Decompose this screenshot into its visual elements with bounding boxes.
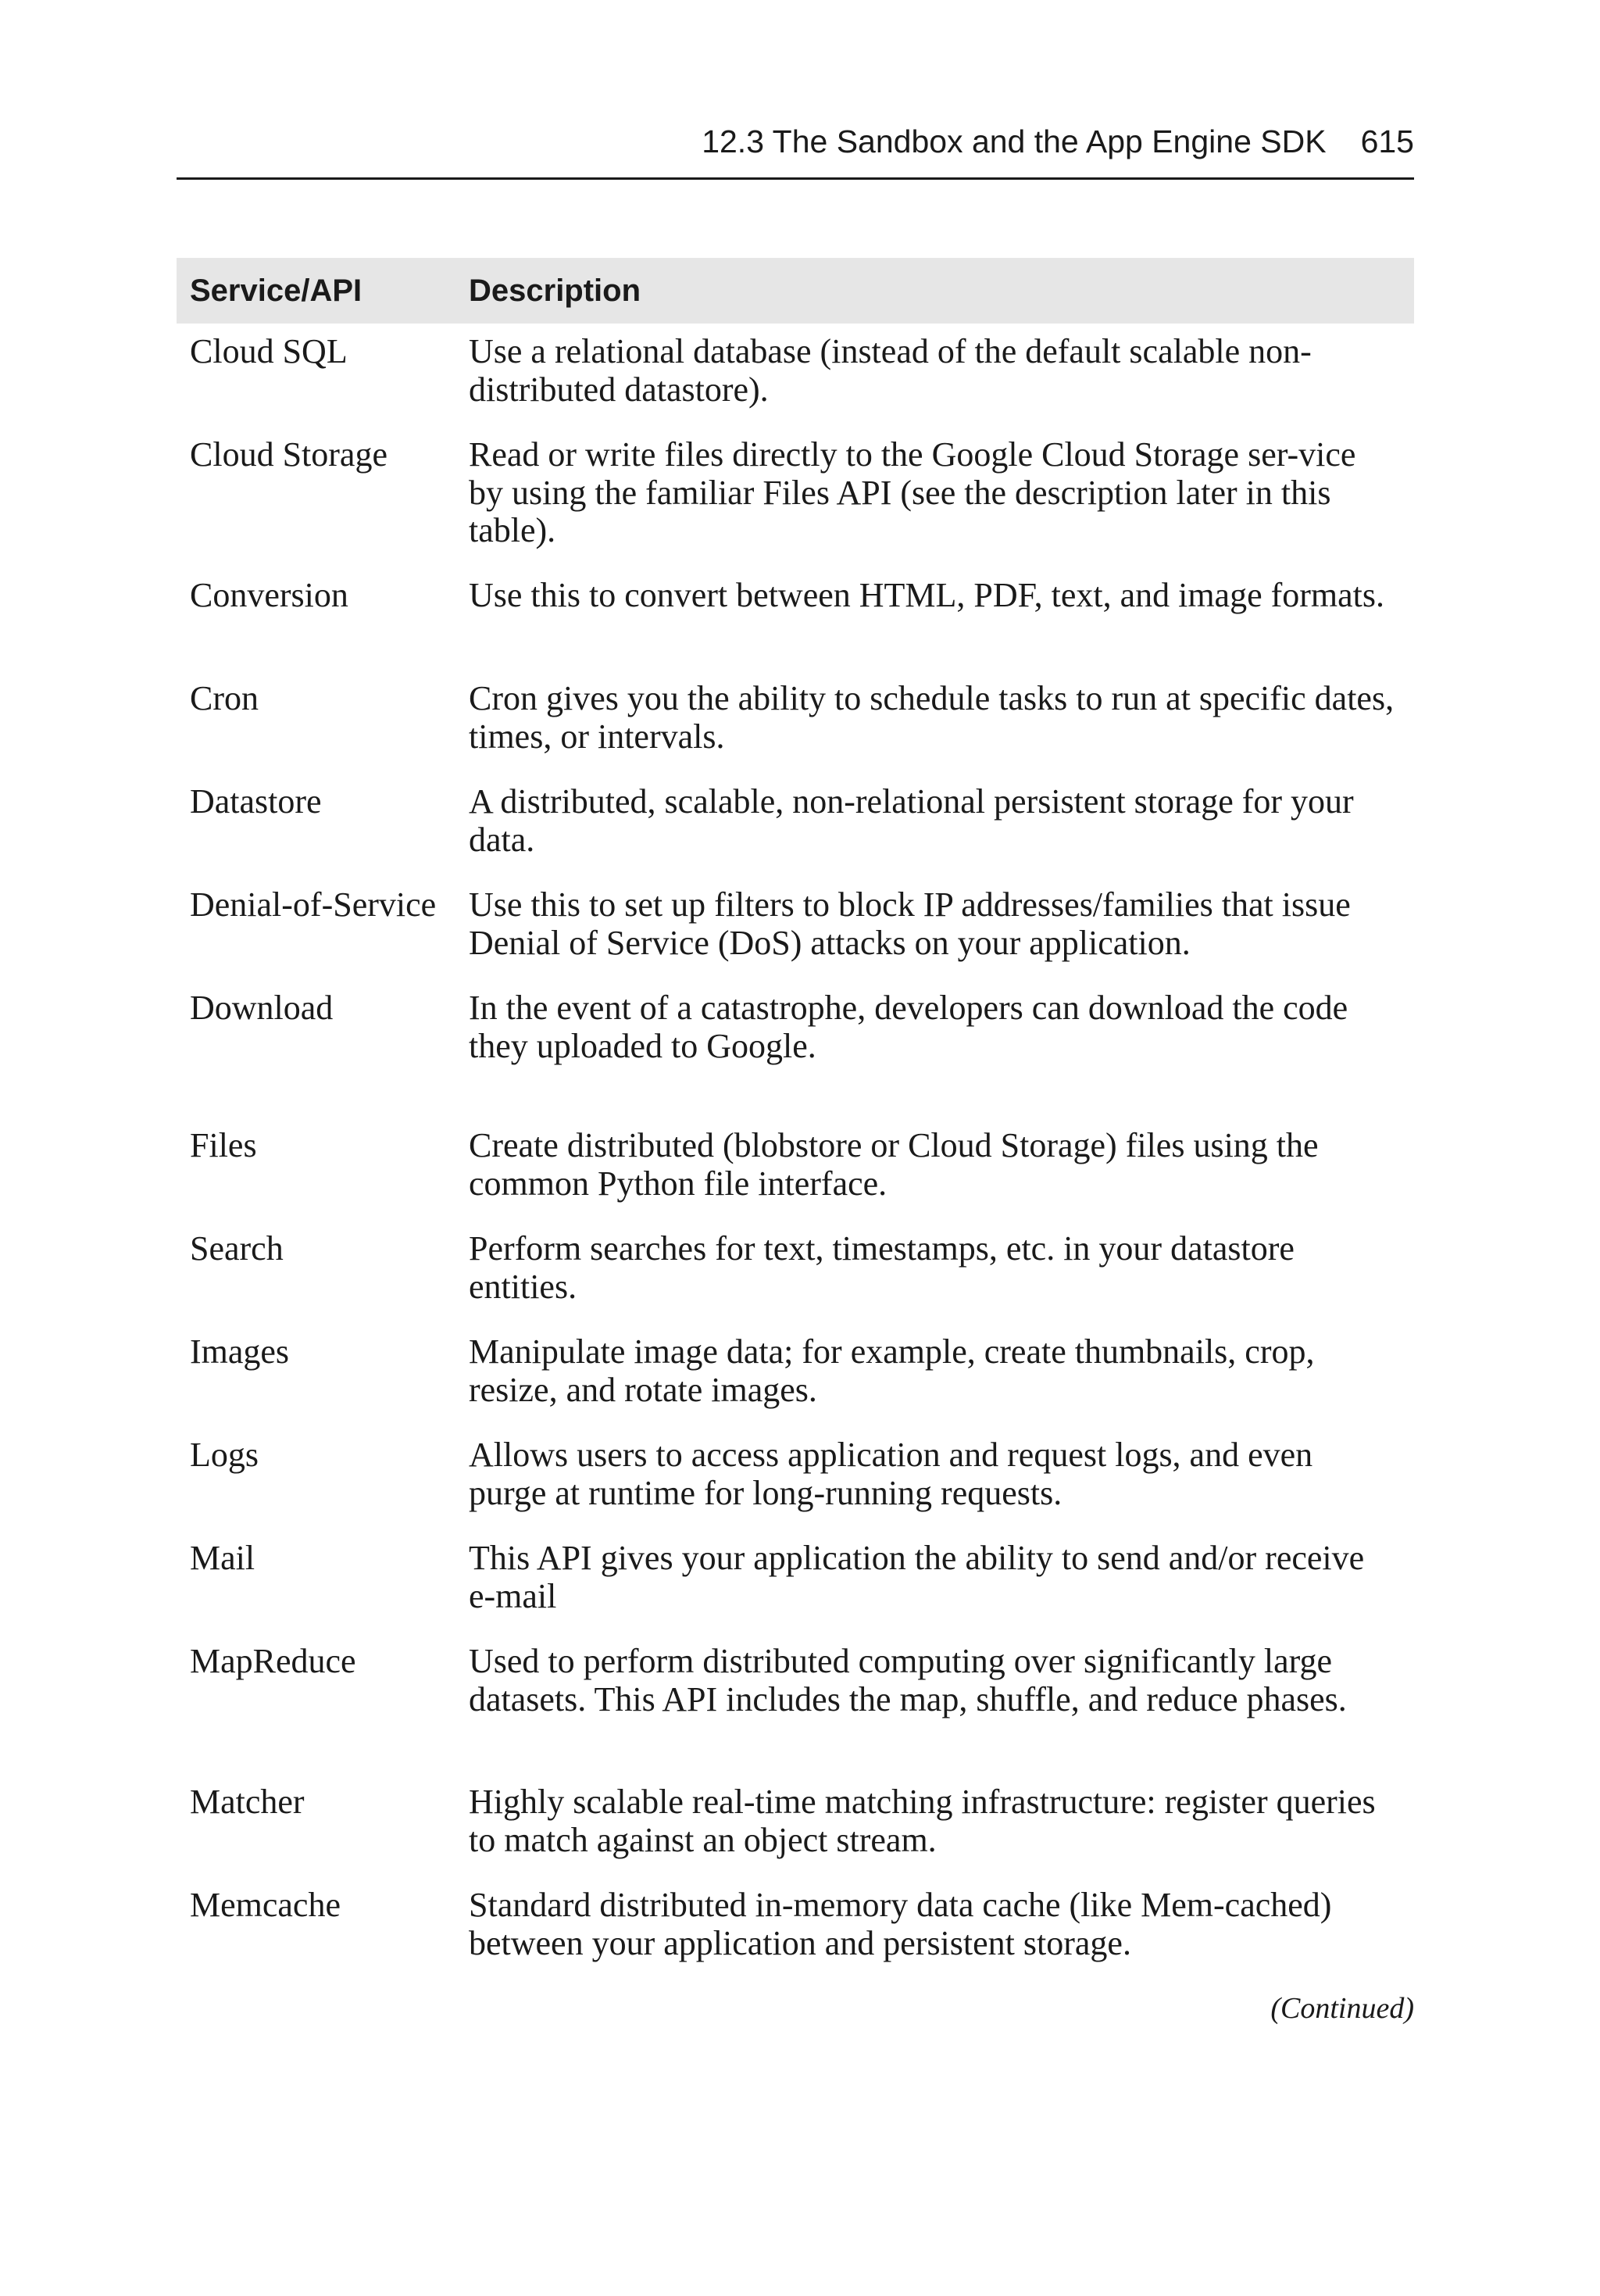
table-row bbox=[177, 1436, 1414, 1512]
service-name: MapReduce bbox=[190, 1642, 356, 1680]
service-name: Memcache bbox=[190, 1886, 341, 1924]
table-row bbox=[177, 680, 1414, 756]
service-description: Use this to convert between HTML, PDF, text, and image formats. bbox=[469, 576, 1385, 614]
service-description: Perform searches for text, timestamps, etc. in your datastore entities. bbox=[469, 1229, 1295, 1306]
table-row bbox=[177, 1783, 1414, 1859]
table-row bbox=[177, 1643, 1414, 1718]
continued-note: (Continued) bbox=[1270, 1992, 1414, 2025]
service-description: Highly scalable real-time matching infrastructure: register queries to match against an object stream. bbox=[469, 1783, 1376, 1859]
service-description: Standard distributed in-memory data cache (like Mem-cached) between your application and persistent storage. bbox=[469, 1886, 1332, 1962]
table-row bbox=[177, 783, 1414, 859]
service-description: Create distributed (blobstore or Cloud Storage) files using the common Python file interface. bbox=[469, 1126, 1319, 1203]
service-description: Use this to set up filters to block IP addresses/families that issue Denial of Service (DoS) attacks on your application. bbox=[469, 885, 1351, 962]
table-row bbox=[177, 577, 1414, 615]
service-name: Matcher bbox=[190, 1783, 305, 1821]
service-name: Cloud Storage bbox=[190, 435, 388, 474]
service-name: Images bbox=[190, 1332, 290, 1371]
service-name: Denial-of-Service bbox=[190, 885, 437, 924]
header-service: Service/API bbox=[190, 273, 362, 308]
services-table bbox=[177, 258, 1414, 1962]
service-description: This API gives your application the ability to send and/or receive e-mail bbox=[469, 1539, 1365, 1615]
service-description: A distributed, scalable, non-relational persistent storage for your data. bbox=[469, 782, 1354, 859]
service-name: Cloud SQL bbox=[190, 332, 348, 370]
service-description: Manipulate image data; for example, create thumbnails, crop, resize, and rotate images. bbox=[469, 1332, 1315, 1409]
service-description: Use a relational database (instead of the default scalable non-distributed datastore). bbox=[469, 332, 1312, 409]
service-name: Download bbox=[190, 989, 334, 1027]
service-description: Read or write files directly to the Google Cloud Storage ser-vice by using the familiar Files API (see the description later in this table). bbox=[469, 435, 1356, 549]
service-name: Datastore bbox=[190, 782, 322, 821]
table-header bbox=[177, 258, 1414, 324]
service-description: Cron gives you the ability to schedule tasks to run at specific dates, times, or intervals. bbox=[469, 679, 1395, 756]
table-row bbox=[177, 1230, 1414, 1306]
table-row bbox=[177, 1127, 1414, 1203]
table-row bbox=[177, 1540, 1414, 1615]
table-row bbox=[177, 333, 1414, 409]
service-name: Logs bbox=[190, 1436, 259, 1474]
service-name: Search bbox=[190, 1229, 284, 1268]
table-row bbox=[177, 1333, 1414, 1409]
service-name: Cron bbox=[190, 679, 259, 717]
service-description: Used to perform distributed computing over significantly large datasets. This API includes the map, shuffle, and reduce phases. bbox=[469, 1642, 1347, 1718]
running-head bbox=[177, 117, 1414, 180]
table-row bbox=[177, 436, 1414, 550]
table-row bbox=[177, 886, 1414, 962]
service-name: Conversion bbox=[190, 576, 348, 614]
page-number: 615 bbox=[1360, 123, 1414, 159]
table-row bbox=[177, 989, 1414, 1065]
service-name: Mail bbox=[190, 1539, 255, 1577]
service-description: In the event of a catastrophe, developers can download the code they uploaded to Google. bbox=[469, 989, 1348, 1065]
section-title: 12.3 The Sandbox and the App Engine SDK bbox=[702, 123, 1327, 159]
header-description: Description bbox=[469, 273, 641, 308]
service-name: Files bbox=[190, 1126, 257, 1164]
service-description: Allows users to access application and request logs, and even purge at runtime for long-running requests. bbox=[469, 1436, 1313, 1512]
table-row bbox=[177, 1887, 1414, 1962]
